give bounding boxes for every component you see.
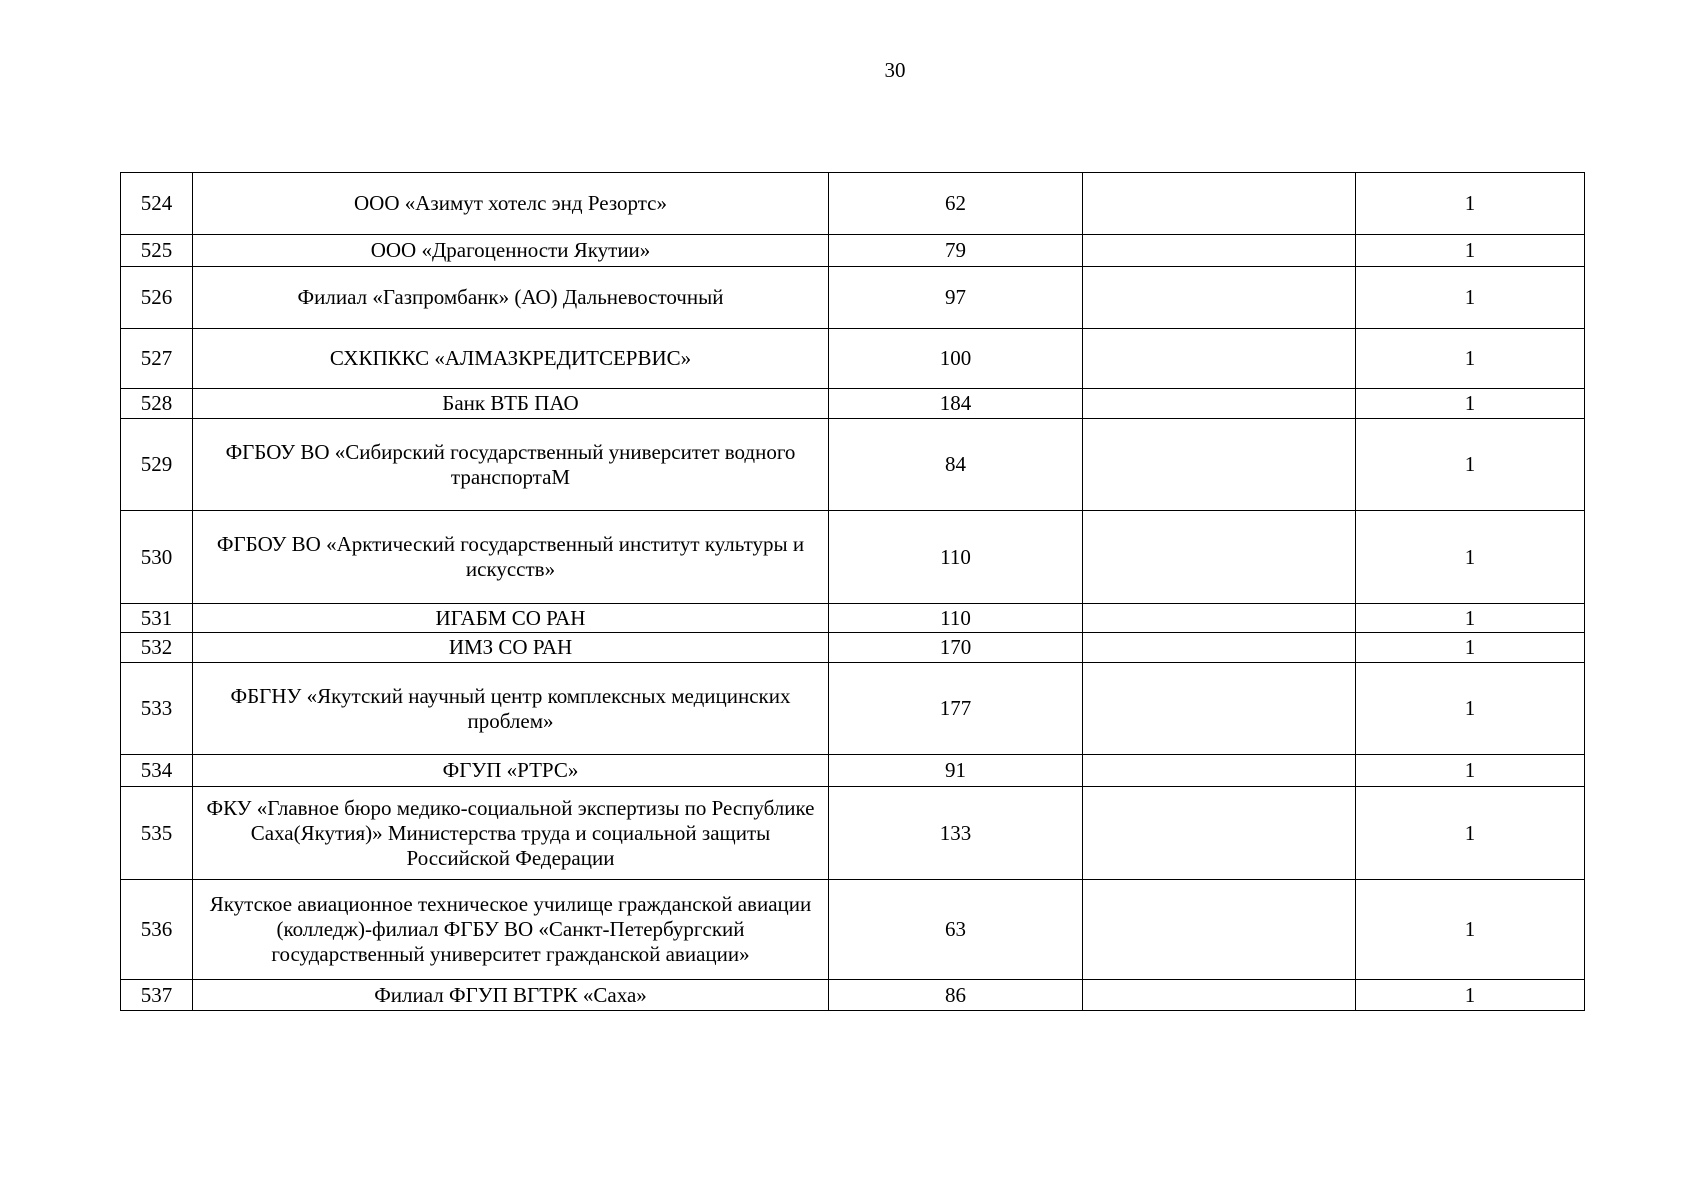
row-extra	[1083, 755, 1356, 787]
table-row	[121, 604, 1585, 633]
organization-name: ФГУП «РТРС»	[193, 755, 829, 787]
row-extra	[1083, 267, 1356, 329]
row-value: 110	[829, 604, 1083, 633]
row-extra	[1083, 419, 1356, 511]
row-value: 84	[829, 419, 1083, 511]
row-extra	[1083, 980, 1356, 1011]
registry-table	[120, 172, 1585, 1011]
row-value: 177	[829, 663, 1083, 755]
registry-table-body	[121, 173, 1585, 1011]
row-value: 110	[829, 511, 1083, 604]
organization-name: ООО «Азимут хотелс энд Резортс»	[193, 173, 829, 235]
row-number: 537	[121, 980, 193, 1011]
row-extra	[1083, 389, 1356, 419]
table-row	[121, 787, 1585, 880]
organization-name: ИГАБМ СО РАН	[193, 604, 829, 633]
row-quantity: 1	[1356, 880, 1585, 980]
row-quantity: 1	[1356, 419, 1585, 511]
row-extra	[1083, 880, 1356, 980]
row-number: 524	[121, 173, 193, 235]
organization-name: СХКПККС «АЛМАЗКРЕДИТСЕРВИС»	[193, 329, 829, 389]
row-value: 133	[829, 787, 1083, 880]
organization-name: ФКУ «Главное бюро медико-социальной экспертизы по Республике Саха(Якутия)» Министерства труда и социальной защиты Российской Федерации	[193, 787, 829, 880]
row-extra	[1083, 511, 1356, 604]
organization-name: Филиал ФГУП ВГТРК «Саха»	[193, 980, 829, 1011]
row-value: 100	[829, 329, 1083, 389]
row-quantity: 1	[1356, 329, 1585, 389]
row-extra	[1083, 173, 1356, 235]
row-value: 79	[829, 235, 1083, 267]
organization-name: ИМЗ СО РАН	[193, 633, 829, 663]
row-number: 531	[121, 604, 193, 633]
row-value: 97	[829, 267, 1083, 329]
table-row	[121, 173, 1585, 235]
row-value: 170	[829, 633, 1083, 663]
organization-name: Якутское авиационное техническое училище гражданской авиации (колледж)-филиал ФГБУ ВО «Санкт-Петербургский государственный университет гражданской авиации»	[193, 880, 829, 980]
row-extra	[1083, 633, 1356, 663]
row-value: 184	[829, 389, 1083, 419]
row-quantity: 1	[1356, 173, 1585, 235]
row-number: 529	[121, 419, 193, 511]
table-row	[121, 389, 1585, 419]
table-row	[121, 511, 1585, 604]
row-extra	[1083, 329, 1356, 389]
row-extra	[1083, 235, 1356, 267]
row-number: 535	[121, 787, 193, 880]
row-number: 533	[121, 663, 193, 755]
row-quantity: 1	[1356, 604, 1585, 633]
row-number: 526	[121, 267, 193, 329]
organization-name: ФГБОУ ВО «Сибирский государственный университет водного транспортаМ	[193, 419, 829, 511]
row-quantity: 1	[1356, 663, 1585, 755]
row-quantity: 1	[1356, 980, 1585, 1011]
table-row	[121, 755, 1585, 787]
row-quantity: 1	[1356, 787, 1585, 880]
organization-name: ФБГНУ «Якутский научный центр комплексных медицинских проблем»	[193, 663, 829, 755]
row-number: 532	[121, 633, 193, 663]
row-value: 91	[829, 755, 1083, 787]
row-quantity: 1	[1356, 511, 1585, 604]
page-number: 30	[884, 58, 906, 82]
organization-name: Банк ВТБ ПАО	[193, 389, 829, 419]
row-extra	[1083, 604, 1356, 633]
row-quantity: 1	[1356, 389, 1585, 419]
organization-name: ФГБОУ ВО «Арктический государственный институт культуры и искусств»	[193, 511, 829, 604]
row-quantity: 1	[1356, 755, 1585, 787]
table-row	[121, 267, 1585, 329]
table-row	[121, 880, 1585, 980]
row-number: 530	[121, 511, 193, 604]
table-row	[121, 329, 1585, 389]
row-number: 536	[121, 880, 193, 980]
row-number: 525	[121, 235, 193, 267]
table-row	[121, 633, 1585, 663]
organization-name: ООО «Драгоценности Якутии»	[193, 235, 829, 267]
row-number: 527	[121, 329, 193, 389]
table-row	[121, 235, 1585, 267]
row-quantity: 1	[1356, 633, 1585, 663]
row-quantity: 1	[1356, 235, 1585, 267]
table-row	[121, 980, 1585, 1011]
row-value: 62	[829, 173, 1083, 235]
row-quantity: 1	[1356, 267, 1585, 329]
row-number: 534	[121, 755, 193, 787]
row-value: 86	[829, 980, 1083, 1011]
row-extra	[1083, 787, 1356, 880]
row-value: 63	[829, 880, 1083, 980]
table-row	[121, 663, 1585, 755]
row-extra	[1083, 663, 1356, 755]
organization-name: Филиал «Газпромбанк» (АО) Дальневосточный	[193, 267, 829, 329]
row-number: 528	[121, 389, 193, 419]
table-row	[121, 419, 1585, 511]
